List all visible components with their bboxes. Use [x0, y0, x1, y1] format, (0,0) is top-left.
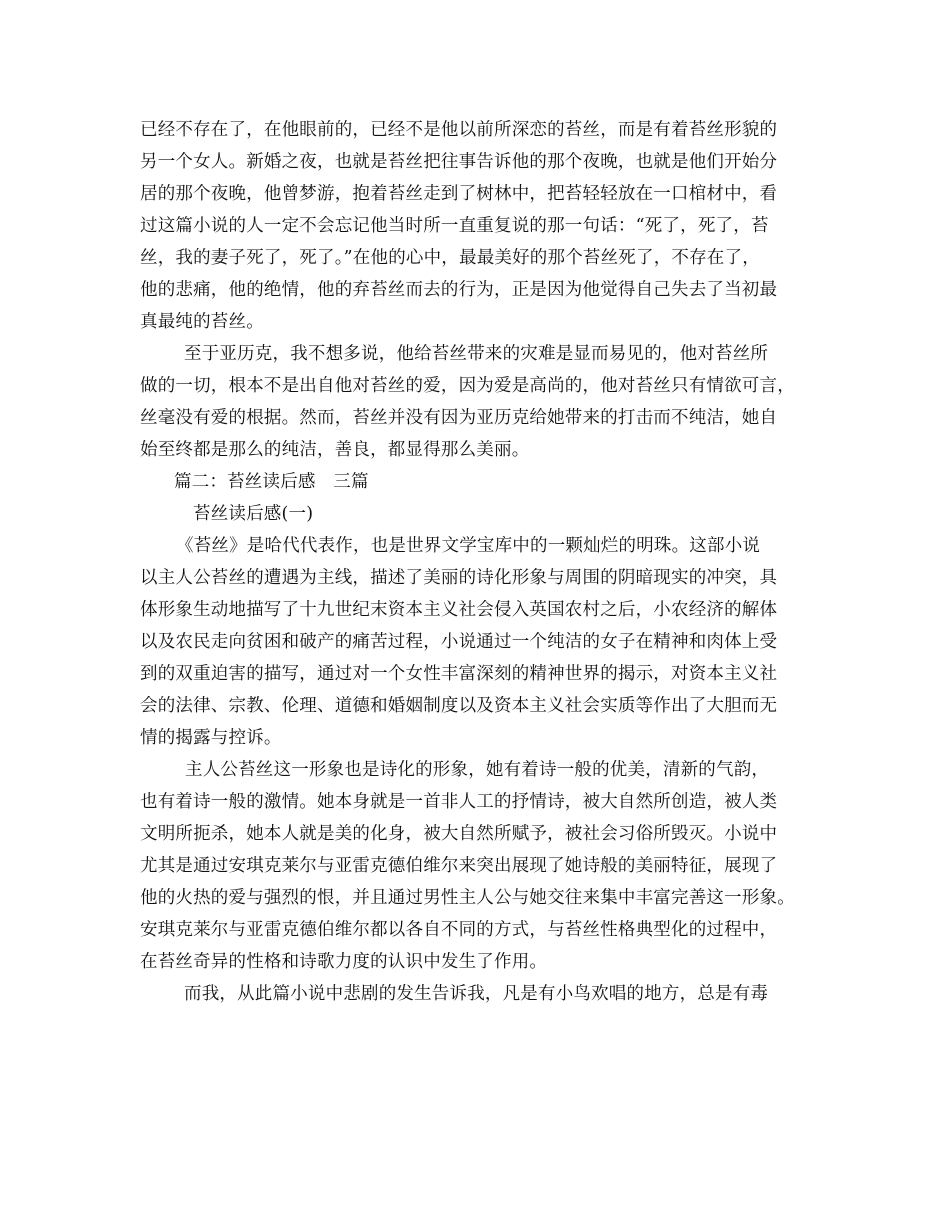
text-line: 已经不存在了，在他眼前的，已经不是他以前所深恋的苔丝，而是有着苔丝形貌的 [140, 120, 778, 140]
text-line: 体形象生动地描写了十九世纪末资本主义社会侵入英国农村之后，小农经济的解体 [140, 600, 778, 620]
text-line: 至于亚历克，我不想多说，他给苔丝带来的灾难是显而易见的，他对苔丝所 [184, 344, 769, 364]
text-line: 会的法律、宗教、伦理、道德和婚姻制度以及资本主义社会实质等作出了大胆而无 [140, 696, 778, 716]
text-line: 文明所扼杀，她本人就是美的化身，被大自然所赋予，被社会习俗所毁灭。小说中 [140, 824, 778, 844]
text-line: 以主人公苔丝的遭遇为主线，描述了美丽的诗化形象与周围的阴暗现实的冲突，具 [140, 568, 778, 588]
text-line: 另一个女人。新婚之夜，也就是苔丝把往事告诉他的那个夜晚，也就是他们开始分 [140, 152, 778, 172]
section-heading: 篇二：苔丝读后感 三篇 [174, 472, 369, 492]
text-line: 丝毫没有爱的根据。然而，苔丝并没有因为亚历克给她带来的打击而不纯洁，她自 [140, 408, 778, 428]
text-line: 情的揭露与控诉。 [140, 728, 282, 748]
text-line: 以及农民走向贫困和破产的痛苦过程，小说通过一个纯洁的女子在精神和肉体上受 [140, 632, 778, 652]
text-line: 他的悲痛，他的绝情，他的弃苔丝而去的行为，正是因为他觉得自己失去了当初最 [140, 280, 778, 300]
text-line: 安琪克莱尔与亚雷克德伯维尔都以各自不同的方式，与苔丝性格典型化的过程中， [140, 920, 778, 940]
text-line: 也有着诗一般的激情。她本身就是一首非人工的抒情诗，被大自然所创造，被人类 [140, 792, 778, 812]
text-line: 过这篇小说的人一定不会忘记他当时所一直重复说的那一句话：“死了，死了，苔 [140, 216, 769, 236]
text-line: 而我，从此篇小说中悲剧的发生告诉我，凡是有小鸟欢唱的地方，总是有毒 [184, 984, 769, 1004]
text-line: 丝，我的妻子死了，死了。”在他的心中，最最美好的那个苔丝死了，不存在了， [140, 248, 760, 268]
text-line: 尤其是通过安琪克莱尔与亚雷克德伯维尔来突出展现了她诗般的美丽特征，展现了 [140, 856, 778, 876]
subheading: 苔丝读后感(一) [193, 504, 314, 524]
text-line: 做的一切，根本不是出自他对苔丝的爱，因为爱是高尚的，他对苔丝只有情欲可言， [140, 376, 795, 396]
text-line: 真最纯的苔丝。 [140, 312, 264, 332]
text-line: 主人公苔丝这一形象也是诗化的形象，她有着诗一般的优美，清新的气韵， [185, 760, 770, 780]
text-line: 到的双重迫害的描写，通过对一个女性丰富深刻的精神世界的揭示，对资本主义社 [140, 664, 778, 684]
text-line: 始至终都是那么的纯洁，善良，都显得那么美丽。 [140, 440, 530, 460]
text-line: 他的火热的爱与强烈的恨，并且通过男性主人公与她交往来集中丰富完善这一形象。 [140, 888, 795, 908]
text-line: 在苔丝奇异的性格和诗歌力度的认识中发生了作用。 [140, 952, 548, 972]
text-line: 居的那个夜晚，他曾梦游，抱着苔丝走到了树林中，把苔轻轻放在一口棺材中，看 [140, 184, 778, 204]
text-line: 《苔丝》是哈代代表作，也是世界文学宝库中的一颗灿烂的明珠。这部小说 [176, 536, 761, 556]
